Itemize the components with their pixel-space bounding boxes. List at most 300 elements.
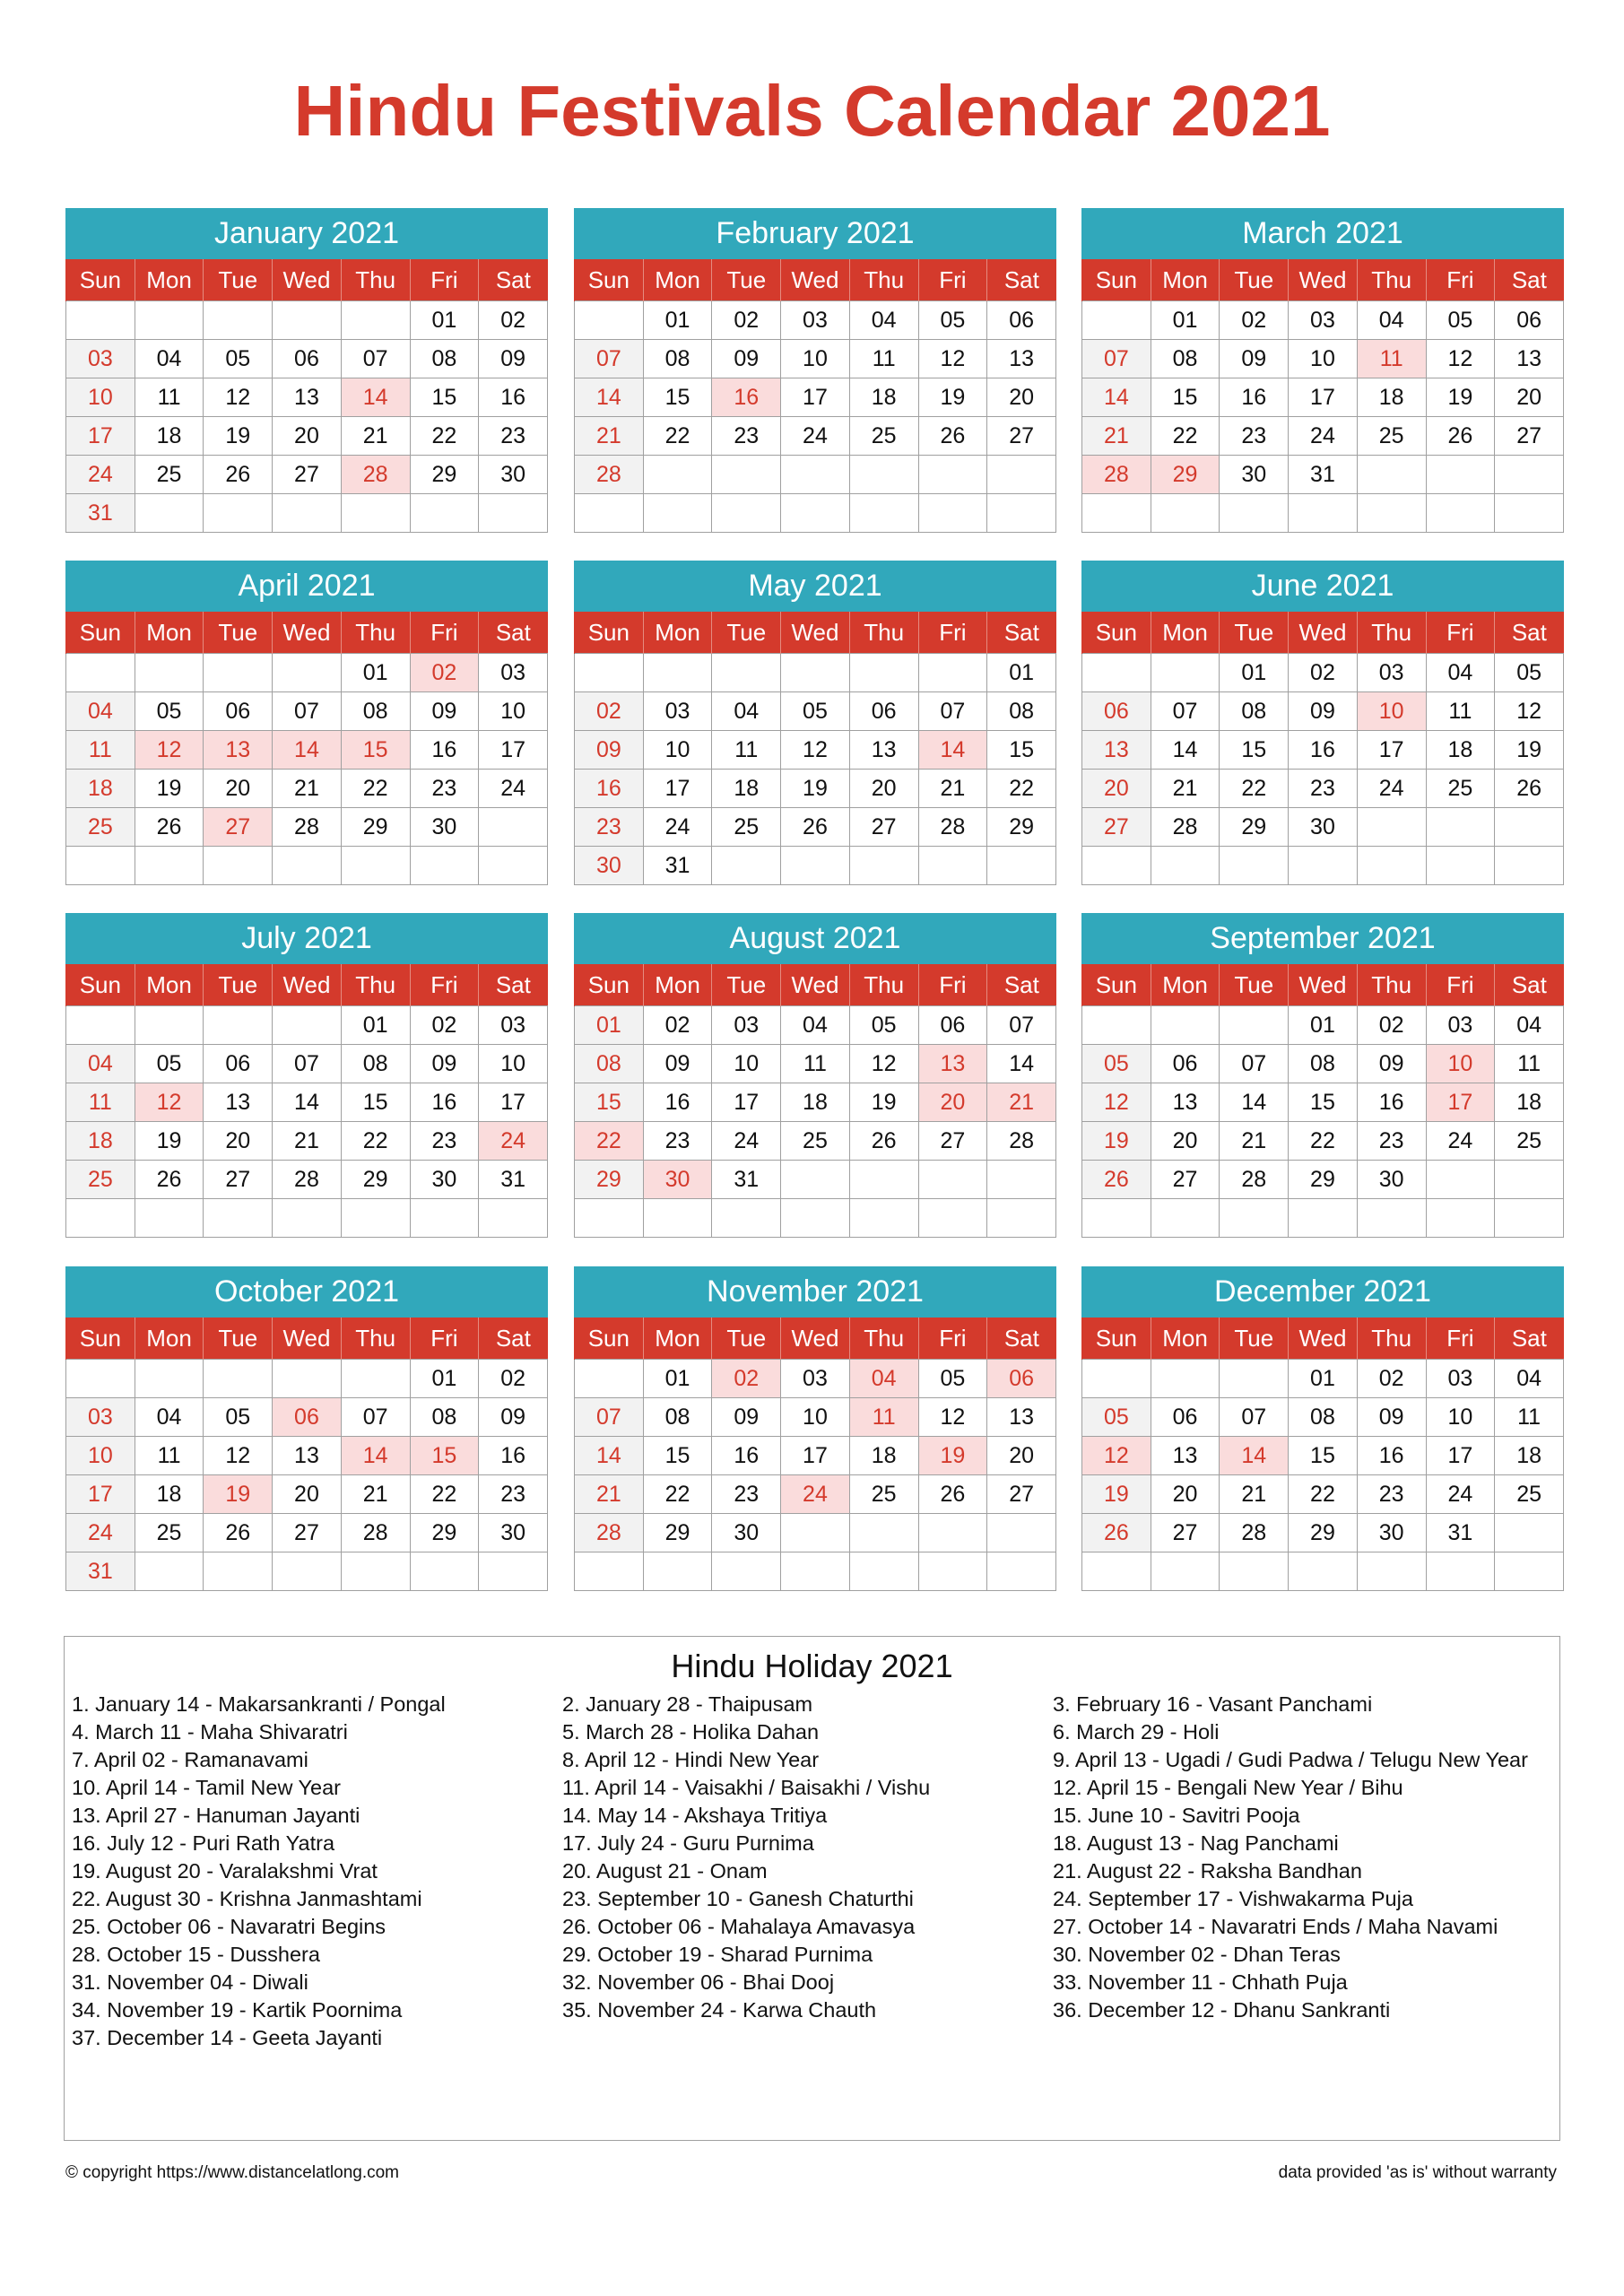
empty-day-cell bbox=[1082, 1199, 1151, 1238]
day-cell: 31 bbox=[66, 494, 135, 533]
holiday-list-item: 15. June 10 - Savitri Pooja bbox=[1053, 1804, 1300, 1827]
empty-day-cell bbox=[918, 847, 987, 885]
day-cell: 06 bbox=[204, 692, 273, 731]
holiday-list-item: 13. April 27 - Hanuman Jayanti bbox=[72, 1804, 360, 1827]
empty-day-cell bbox=[204, 1552, 273, 1591]
day-cell: 16 bbox=[410, 1083, 479, 1122]
day-cell: 22 bbox=[643, 417, 712, 456]
empty-day-cell bbox=[712, 1552, 781, 1591]
day-cell: 27 bbox=[273, 456, 342, 494]
day-cell: 15 bbox=[410, 1437, 479, 1475]
day-cell: 26 bbox=[135, 1161, 204, 1199]
day-cell: 21 bbox=[1151, 770, 1220, 808]
day-cell: 27 bbox=[987, 1475, 1056, 1514]
day-cell: 30 bbox=[1220, 456, 1289, 494]
month-calendar bbox=[1081, 1266, 1564, 1591]
month-title: June 2021 bbox=[1081, 561, 1564, 612]
day-cell: 10 bbox=[1426, 1045, 1495, 1083]
day-cell: 16 bbox=[575, 770, 644, 808]
day-cell: 30 bbox=[1289, 808, 1358, 847]
day-cell: 21 bbox=[575, 1475, 644, 1514]
day-cell: 24 bbox=[1426, 1122, 1495, 1161]
day-cell: 09 bbox=[479, 1398, 548, 1437]
empty-day-cell bbox=[341, 847, 410, 885]
day-cell: 07 bbox=[341, 1398, 410, 1437]
day-cell: 25 bbox=[1495, 1475, 1564, 1514]
day-cell: 11 bbox=[66, 1083, 135, 1122]
weekday-header: Thu bbox=[849, 259, 918, 301]
empty-day-cell bbox=[410, 1552, 479, 1591]
day-cell: 29 bbox=[575, 1161, 644, 1199]
day-cell: 12 bbox=[135, 1083, 204, 1122]
empty-day-cell bbox=[1495, 494, 1564, 533]
weekday-header: Thu bbox=[1357, 964, 1426, 1006]
day-cell: 10 bbox=[712, 1045, 781, 1083]
day-cell: 08 bbox=[410, 340, 479, 378]
weekday-header: Sat bbox=[479, 612, 548, 654]
day-cell: 04 bbox=[66, 692, 135, 731]
weekday-header: Mon bbox=[135, 259, 204, 301]
day-cell: 13 bbox=[987, 1398, 1056, 1437]
day-cell: 01 bbox=[575, 1006, 644, 1045]
empty-day-cell bbox=[341, 1199, 410, 1238]
day-cell: 09 bbox=[1220, 340, 1289, 378]
day-cell: 16 bbox=[479, 378, 548, 417]
weekday-header: Sat bbox=[479, 1318, 548, 1360]
day-cell: 11 bbox=[1495, 1398, 1564, 1437]
day-cell: 04 bbox=[66, 1045, 135, 1083]
holiday-list-item: 21. August 22 - Raksha Bandhan bbox=[1053, 1859, 1362, 1883]
empty-day-cell bbox=[781, 654, 850, 692]
day-cell: 25 bbox=[1426, 770, 1495, 808]
day-cell: 29 bbox=[1151, 456, 1220, 494]
empty-day-cell bbox=[273, 1006, 342, 1045]
day-cell: 10 bbox=[479, 1045, 548, 1083]
day-cell: 30 bbox=[410, 808, 479, 847]
day-cell: 19 bbox=[135, 1122, 204, 1161]
month-calendar bbox=[65, 208, 548, 533]
day-cell: 18 bbox=[66, 770, 135, 808]
day-cell: 02 bbox=[1357, 1006, 1426, 1045]
day-cell: 22 bbox=[1220, 770, 1289, 808]
holiday-list-item: 10. April 14 - Tamil New Year bbox=[72, 1776, 342, 1799]
empty-day-cell bbox=[712, 654, 781, 692]
day-cell: 28 bbox=[987, 1122, 1056, 1161]
empty-day-cell bbox=[1357, 456, 1426, 494]
empty-day-cell bbox=[1082, 1552, 1151, 1591]
weekday-header: Mon bbox=[643, 1318, 712, 1360]
day-cell: 07 bbox=[987, 1006, 1056, 1045]
day-cell: 13 bbox=[1495, 340, 1564, 378]
holiday-list-item: 30. November 02 - Dhan Teras bbox=[1053, 1943, 1341, 1966]
day-cell: 10 bbox=[479, 692, 548, 731]
weekday-header: Fri bbox=[410, 964, 479, 1006]
day-cell: 18 bbox=[1426, 731, 1495, 770]
empty-day-cell bbox=[1495, 1514, 1564, 1552]
day-cell: 13 bbox=[849, 731, 918, 770]
day-cell: 27 bbox=[849, 808, 918, 847]
day-cell: 19 bbox=[918, 378, 987, 417]
day-cell: 23 bbox=[1357, 1122, 1426, 1161]
empty-day-cell bbox=[918, 456, 987, 494]
empty-day-cell bbox=[918, 1161, 987, 1199]
day-cell: 04 bbox=[781, 1006, 850, 1045]
day-cell: 29 bbox=[1289, 1514, 1358, 1552]
day-cell: 21 bbox=[341, 417, 410, 456]
day-cell: 17 bbox=[1426, 1437, 1495, 1475]
day-cell: 07 bbox=[1151, 692, 1220, 731]
empty-day-cell bbox=[273, 1552, 342, 1591]
day-cell: 03 bbox=[66, 340, 135, 378]
day-cell: 11 bbox=[712, 731, 781, 770]
day-cell: 22 bbox=[643, 1475, 712, 1514]
day-cell: 19 bbox=[1426, 378, 1495, 417]
day-cell: 14 bbox=[341, 378, 410, 417]
day-cell: 28 bbox=[341, 1514, 410, 1552]
day-cell: 28 bbox=[273, 1161, 342, 1199]
empty-day-cell bbox=[712, 456, 781, 494]
day-cell: 22 bbox=[1151, 417, 1220, 456]
day-cell: 12 bbox=[204, 1437, 273, 1475]
empty-day-cell bbox=[135, 1360, 204, 1398]
holiday-list-item: 1. January 14 - Makarsankranti / Pongal bbox=[72, 1692, 446, 1716]
weekday-header: Fri bbox=[410, 612, 479, 654]
month-title: May 2021 bbox=[574, 561, 1056, 612]
weekday-header: Sun bbox=[1082, 612, 1151, 654]
empty-day-cell bbox=[1357, 847, 1426, 885]
day-cell: 20 bbox=[1495, 378, 1564, 417]
day-cell: 24 bbox=[781, 417, 850, 456]
weekday-header: Sun bbox=[575, 1318, 644, 1360]
empty-day-cell bbox=[410, 847, 479, 885]
day-cell: 12 bbox=[918, 340, 987, 378]
holiday-list-item: 28. October 15 - Dusshera bbox=[72, 1943, 320, 1966]
day-cell: 09 bbox=[643, 1045, 712, 1083]
day-cell: 04 bbox=[849, 1360, 918, 1398]
day-cell: 17 bbox=[66, 1475, 135, 1514]
empty-day-cell bbox=[918, 1199, 987, 1238]
day-cell: 24 bbox=[1357, 770, 1426, 808]
empty-day-cell bbox=[575, 1360, 644, 1398]
holiday-list-item: 26. October 06 - Mahalaya Amavasya bbox=[562, 1915, 916, 1938]
holiday-list-item: 2. January 28 - Thaipusam bbox=[562, 1692, 813, 1716]
day-cell: 19 bbox=[135, 770, 204, 808]
empty-day-cell bbox=[204, 1360, 273, 1398]
day-cell: 24 bbox=[643, 808, 712, 847]
day-cell: 15 bbox=[341, 731, 410, 770]
weekday-header: Wed bbox=[781, 259, 850, 301]
day-cell: 07 bbox=[575, 1398, 644, 1437]
day-cell: 24 bbox=[781, 1475, 850, 1514]
empty-day-cell bbox=[1495, 456, 1564, 494]
day-cell: 20 bbox=[204, 1122, 273, 1161]
empty-day-cell bbox=[1151, 1360, 1220, 1398]
day-cell: 22 bbox=[575, 1122, 644, 1161]
weekday-header: Mon bbox=[643, 964, 712, 1006]
weekday-header: Sun bbox=[575, 612, 644, 654]
day-cell: 06 bbox=[1495, 301, 1564, 340]
day-cell: 20 bbox=[1082, 770, 1151, 808]
day-cell: 15 bbox=[643, 378, 712, 417]
page-title: Hindu Festivals Calendar 2021 bbox=[293, 71, 1331, 151]
weekday-header: Sat bbox=[987, 259, 1056, 301]
day-cell: 01 bbox=[643, 301, 712, 340]
empty-day-cell bbox=[575, 1552, 644, 1591]
day-cell: 09 bbox=[575, 731, 644, 770]
day-cell: 24 bbox=[479, 770, 548, 808]
day-cell: 15 bbox=[410, 378, 479, 417]
day-cell: 22 bbox=[410, 417, 479, 456]
day-cell: 09 bbox=[712, 340, 781, 378]
day-cell: 21 bbox=[341, 1475, 410, 1514]
day-cell: 12 bbox=[849, 1045, 918, 1083]
weekday-header: Fri bbox=[918, 259, 987, 301]
empty-day-cell bbox=[1082, 494, 1151, 533]
empty-day-cell bbox=[1220, 494, 1289, 533]
weekday-header: Sat bbox=[1495, 612, 1564, 654]
day-cell: 01 bbox=[341, 654, 410, 692]
day-cell: 21 bbox=[987, 1083, 1056, 1122]
weekday-header: Mon bbox=[1151, 612, 1220, 654]
day-cell: 29 bbox=[987, 808, 1056, 847]
empty-day-cell bbox=[1426, 1552, 1495, 1591]
day-cell: 18 bbox=[1357, 378, 1426, 417]
day-cell: 31 bbox=[1426, 1514, 1495, 1552]
day-cell: 13 bbox=[1151, 1437, 1220, 1475]
day-cell: 28 bbox=[1151, 808, 1220, 847]
empty-day-cell bbox=[1220, 1199, 1289, 1238]
empty-day-cell bbox=[410, 1199, 479, 1238]
day-cell: 02 bbox=[575, 692, 644, 731]
day-cell: 27 bbox=[1151, 1514, 1220, 1552]
day-cell: 30 bbox=[479, 456, 548, 494]
holiday-list-item: 25. October 06 - Navaratri Begins bbox=[72, 1915, 386, 1938]
day-cell: 24 bbox=[66, 1514, 135, 1552]
day-cell: 07 bbox=[1220, 1398, 1289, 1437]
day-cell: 25 bbox=[712, 808, 781, 847]
day-cell: 26 bbox=[918, 417, 987, 456]
empty-day-cell bbox=[781, 1552, 850, 1591]
day-cell: 26 bbox=[1495, 770, 1564, 808]
weekday-header: Wed bbox=[1289, 612, 1358, 654]
day-cell: 01 bbox=[1220, 654, 1289, 692]
day-cell: 13 bbox=[918, 1045, 987, 1083]
day-cell: 07 bbox=[273, 692, 342, 731]
day-cell: 05 bbox=[204, 1398, 273, 1437]
day-cell: 12 bbox=[135, 731, 204, 770]
day-cell: 21 bbox=[575, 417, 644, 456]
weekday-header: Wed bbox=[273, 1318, 342, 1360]
weekday-header: Sat bbox=[479, 259, 548, 301]
weekday-header: Fri bbox=[410, 1318, 479, 1360]
weekday-header: Tue bbox=[204, 259, 273, 301]
month-title: February 2021 bbox=[574, 208, 1056, 259]
month-calendar bbox=[1081, 561, 1564, 885]
empty-day-cell bbox=[781, 847, 850, 885]
day-cell: 02 bbox=[1289, 654, 1358, 692]
empty-day-cell bbox=[135, 1006, 204, 1045]
day-cell: 24 bbox=[479, 1122, 548, 1161]
month-title: December 2021 bbox=[1081, 1266, 1564, 1318]
day-cell: 17 bbox=[781, 378, 850, 417]
month-title: August 2021 bbox=[574, 913, 1056, 964]
day-cell: 30 bbox=[410, 1161, 479, 1199]
day-cell: 22 bbox=[410, 1475, 479, 1514]
day-cell: 05 bbox=[918, 301, 987, 340]
day-cell: 20 bbox=[918, 1083, 987, 1122]
empty-day-cell bbox=[1082, 1006, 1151, 1045]
day-cell: 30 bbox=[1357, 1514, 1426, 1552]
holiday-list-item: 11. April 14 - Vaisakhi / Baisakhi / Vishu bbox=[562, 1776, 931, 1799]
day-cell: 06 bbox=[1151, 1398, 1220, 1437]
day-cell: 10 bbox=[66, 378, 135, 417]
day-cell: 14 bbox=[273, 731, 342, 770]
day-cell: 15 bbox=[1289, 1437, 1358, 1475]
day-cell: 06 bbox=[204, 1045, 273, 1083]
weekday-header: Tue bbox=[712, 1318, 781, 1360]
day-cell: 06 bbox=[1082, 692, 1151, 731]
day-cell: 03 bbox=[781, 1360, 850, 1398]
empty-day-cell bbox=[1289, 1199, 1358, 1238]
day-cell: 22 bbox=[1289, 1475, 1358, 1514]
empty-day-cell bbox=[66, 301, 135, 340]
empty-day-cell bbox=[1426, 456, 1495, 494]
weekday-header: Mon bbox=[643, 259, 712, 301]
day-cell: 13 bbox=[204, 1083, 273, 1122]
empty-day-cell bbox=[135, 654, 204, 692]
day-cell: 26 bbox=[204, 1514, 273, 1552]
empty-day-cell bbox=[66, 847, 135, 885]
day-cell: 05 bbox=[1426, 301, 1495, 340]
weekday-header: Tue bbox=[1220, 259, 1289, 301]
empty-day-cell bbox=[135, 1199, 204, 1238]
empty-day-cell bbox=[1426, 808, 1495, 847]
day-cell: 11 bbox=[1357, 340, 1426, 378]
day-cell: 16 bbox=[410, 731, 479, 770]
empty-day-cell bbox=[479, 808, 548, 847]
day-cell: 23 bbox=[479, 1475, 548, 1514]
day-cell: 08 bbox=[643, 1398, 712, 1437]
day-cell: 18 bbox=[712, 770, 781, 808]
empty-day-cell bbox=[273, 847, 342, 885]
day-cell: 27 bbox=[204, 808, 273, 847]
empty-day-cell bbox=[479, 847, 548, 885]
empty-day-cell bbox=[987, 1161, 1056, 1199]
month-calendar bbox=[574, 208, 1056, 533]
weekday-header: Mon bbox=[1151, 1318, 1220, 1360]
empty-day-cell bbox=[1151, 1199, 1220, 1238]
empty-day-cell bbox=[575, 1199, 644, 1238]
empty-day-cell bbox=[849, 1552, 918, 1591]
empty-day-cell bbox=[781, 456, 850, 494]
empty-day-cell bbox=[135, 1552, 204, 1591]
empty-day-cell bbox=[712, 847, 781, 885]
day-cell: 18 bbox=[1495, 1083, 1564, 1122]
day-cell: 09 bbox=[1357, 1045, 1426, 1083]
holiday-list-item: 16. July 12 - Puri Rath Yatra bbox=[72, 1831, 335, 1855]
empty-day-cell bbox=[987, 494, 1056, 533]
month-title: September 2021 bbox=[1081, 913, 1564, 964]
empty-day-cell bbox=[918, 654, 987, 692]
empty-day-cell bbox=[479, 1199, 548, 1238]
day-cell: 06 bbox=[987, 301, 1056, 340]
empty-day-cell bbox=[66, 1199, 135, 1238]
day-cell: 03 bbox=[479, 654, 548, 692]
day-cell: 25 bbox=[1357, 417, 1426, 456]
day-cell: 21 bbox=[918, 770, 987, 808]
day-cell: 09 bbox=[1357, 1398, 1426, 1437]
weekday-header: Tue bbox=[204, 612, 273, 654]
day-cell: 23 bbox=[712, 1475, 781, 1514]
day-cell: 19 bbox=[1082, 1475, 1151, 1514]
day-cell: 03 bbox=[66, 1398, 135, 1437]
empty-day-cell bbox=[1495, 808, 1564, 847]
day-cell: 28 bbox=[341, 456, 410, 494]
day-cell: 15 bbox=[987, 731, 1056, 770]
month-calendar bbox=[574, 561, 1056, 885]
day-cell: 19 bbox=[918, 1437, 987, 1475]
day-cell: 01 bbox=[1289, 1360, 1358, 1398]
day-cell: 11 bbox=[849, 1398, 918, 1437]
day-cell: 02 bbox=[712, 301, 781, 340]
day-cell: 18 bbox=[849, 378, 918, 417]
day-cell: 08 bbox=[575, 1045, 644, 1083]
day-cell: 03 bbox=[1426, 1360, 1495, 1398]
month-calendar bbox=[1081, 208, 1564, 533]
weekday-header: Wed bbox=[1289, 1318, 1358, 1360]
empty-day-cell bbox=[341, 1552, 410, 1591]
weekday-header: Sun bbox=[575, 259, 644, 301]
day-cell: 16 bbox=[1289, 731, 1358, 770]
day-cell: 08 bbox=[643, 340, 712, 378]
empty-day-cell bbox=[1357, 808, 1426, 847]
empty-day-cell bbox=[987, 456, 1056, 494]
day-cell: 28 bbox=[1082, 456, 1151, 494]
weekday-header: Thu bbox=[341, 964, 410, 1006]
day-cell: 02 bbox=[410, 654, 479, 692]
weekday-header: Tue bbox=[1220, 964, 1289, 1006]
day-cell: 02 bbox=[410, 1006, 479, 1045]
holiday-list-item: 18. August 13 - Nag Panchami bbox=[1053, 1831, 1339, 1855]
day-cell: 14 bbox=[1151, 731, 1220, 770]
holiday-list-item: 36. December 12 - Dhanu Sankranti bbox=[1053, 1998, 1391, 2022]
day-cell: 22 bbox=[1289, 1122, 1358, 1161]
weekday-header: Thu bbox=[849, 964, 918, 1006]
day-cell: 18 bbox=[1495, 1437, 1564, 1475]
empty-day-cell bbox=[918, 1514, 987, 1552]
day-cell: 19 bbox=[204, 1475, 273, 1514]
day-cell: 19 bbox=[204, 417, 273, 456]
weekday-header: Sun bbox=[1082, 964, 1151, 1006]
empty-day-cell bbox=[849, 494, 918, 533]
weekday-header: Thu bbox=[1357, 612, 1426, 654]
holiday-list-item: 33. November 11 - Chhath Puja bbox=[1053, 1970, 1348, 1994]
day-cell: 27 bbox=[918, 1122, 987, 1161]
day-cell: 20 bbox=[273, 1475, 342, 1514]
empty-day-cell bbox=[479, 1552, 548, 1591]
day-cell: 27 bbox=[204, 1161, 273, 1199]
empty-day-cell bbox=[1220, 1360, 1289, 1398]
day-cell: 05 bbox=[918, 1360, 987, 1398]
empty-day-cell bbox=[341, 494, 410, 533]
empty-day-cell bbox=[643, 654, 712, 692]
weekday-header: Mon bbox=[643, 612, 712, 654]
empty-day-cell bbox=[643, 1199, 712, 1238]
day-cell: 05 bbox=[1495, 654, 1564, 692]
day-cell: 07 bbox=[575, 340, 644, 378]
empty-day-cell bbox=[1357, 1552, 1426, 1591]
day-cell: 04 bbox=[712, 692, 781, 731]
